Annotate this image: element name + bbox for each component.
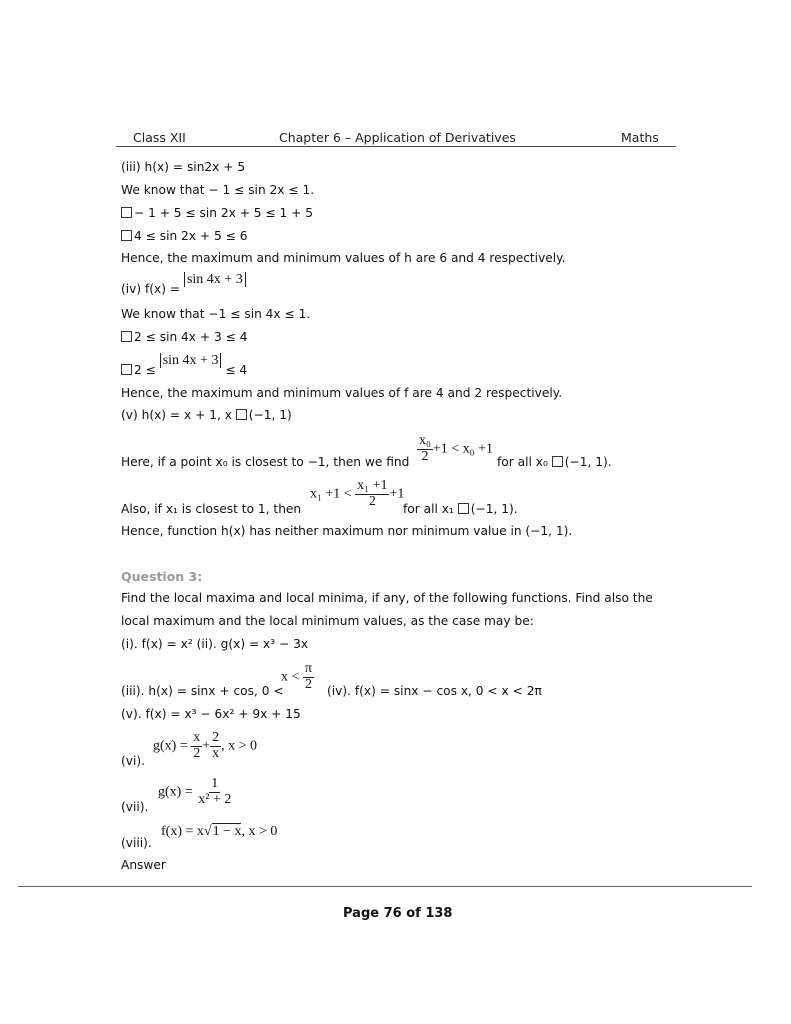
fraction-numerator: 1: [211, 776, 219, 791]
fraction-denominator: 2: [193, 745, 201, 761]
fraction-numerator: π: [304, 661, 312, 676]
fraction: [191, 731, 202, 761]
part-v-here-tail: [497, 455, 612, 470]
part-iv-lhs: f(x) =: [144, 282, 181, 296]
also-domain: (−1, 1).: [470, 502, 518, 516]
part-iv-function: [121, 272, 246, 297]
formula-lead: x₁ +1 <: [310, 486, 352, 502]
part-iii-conclusion: Hence, the maximum and minimum values of h are 6 and 4 respectively.: [121, 251, 566, 265]
part-v-function: [121, 408, 292, 423]
missing-glyph-box-icon: [552, 456, 563, 467]
part-iv-label: (iv): [121, 282, 142, 296]
plus-sign: +: [202, 738, 211, 754]
formula-tail: , x > 0: [241, 824, 278, 839]
fraction: [303, 662, 314, 692]
formula-lhs: g(x) =: [153, 738, 188, 754]
missing-glyph-box-icon: [121, 364, 132, 375]
part-v-func: h(x) = x + 1, x: [141, 408, 232, 422]
question-3-item-i-ii: (i). f(x) = x² (ii). g(x) = x³ − 3x: [121, 637, 309, 651]
part-v-here-formula: [417, 434, 493, 464]
missing-glyph-box-icon: [121, 331, 132, 342]
part-v-here-text: Here, if a point x₀ is closest to −1, then we find: [121, 455, 410, 469]
question-3-title: Question 3:: [121, 569, 203, 584]
part-iii-line2-text: − 1 + 5 ≤ sin 2x + 5 ≤ 1 + 5: [134, 206, 313, 220]
part-iii-line2: [121, 206, 313, 221]
fraction-denominator: 2: [368, 493, 376, 509]
square-root-radicand: 1 − x: [212, 824, 242, 839]
part-v-conclusion: Hence, function h(x) has neither maximum nor minimum value in (−1, 1).: [121, 524, 573, 538]
part-iv-line2-text: 2 ≤ sin 4x + 3 ≤ 4: [134, 330, 248, 344]
fraction-denominator: x² + 2: [198, 791, 232, 807]
here-tail-text: for all x₀: [497, 455, 548, 469]
part-iv-line1: We know that −1 ≤ sin 4x ≤ 1.: [121, 307, 311, 321]
missing-glyph-box-icon: [236, 409, 247, 420]
footer-rule: [18, 886, 752, 887]
header-chapter: Chapter 6 – Application of Derivatives: [279, 130, 516, 145]
part-v-also-tail: [403, 502, 518, 517]
header-class: Class XII: [133, 130, 186, 145]
fraction-numerator: x: [193, 730, 201, 745]
question-3-item-v: (v). f(x) = x³ − 6x² + 9x + 15: [121, 707, 301, 721]
fraction: [417, 434, 433, 464]
part-iii-function: [121, 160, 245, 175]
also-tail-text: for all x₁: [403, 502, 454, 516]
fraction-denominator: 2: [421, 448, 429, 464]
question-3-item-vii-formula: [158, 777, 233, 807]
part-iv-line3: [121, 353, 248, 378]
question-3-item-viii-label: (viii).: [121, 836, 152, 850]
header-subject: Maths: [621, 130, 659, 145]
question-3-item-vi-label: (vi).: [121, 754, 145, 768]
fraction: [196, 777, 233, 807]
part-iv-rhs: sin 4x + 3: [184, 272, 246, 287]
formula-rest: +1 < x₀ +1: [432, 441, 493, 457]
question-3-text-line2: local maximum and the local minimum values, as the case may be:: [121, 614, 534, 628]
formula-rest: +1: [389, 486, 405, 502]
part-v-label: (v): [121, 408, 138, 422]
fraction-numerator: x₀: [419, 433, 431, 448]
header-rule: [116, 146, 676, 147]
question-3-item-viii-formula: f(x) = x√1 − x, x > 0: [161, 824, 278, 839]
fraction: [355, 479, 389, 509]
fraction-numerator: x₁ +1: [357, 478, 388, 493]
formula-lhs: f(x) = x: [161, 824, 204, 839]
part-iv-conclusion: Hence, the maximum and minimum values of f are 4 and 2 respectively.: [121, 386, 563, 400]
question-3-item-iv: (iv). f(x) = sinx − cos x, 0 < x < 2π: [327, 684, 542, 698]
here-domain: (−1, 1).: [564, 455, 612, 469]
fraction-denominator: 2: [304, 676, 312, 692]
question-3-item-vi-formula: [153, 731, 257, 761]
part-iii-label: (iii): [121, 160, 141, 174]
part-v-also-formula: [310, 479, 404, 509]
question-3-item-vii-label: (vii).: [121, 800, 149, 814]
missing-glyph-box-icon: [121, 207, 132, 218]
page-number: Page 76 of 138: [343, 906, 453, 921]
part-v-also-text: Also, if x₁ is closest to 1, then: [121, 502, 302, 516]
fraction: [210, 731, 221, 761]
part-iv-line3-post: ≤ 4: [225, 363, 248, 377]
question-3-item-iii-pre: (iii). h(x) = sinx + cos, 0 <: [121, 684, 284, 698]
formula-tail: , x > 0: [221, 738, 258, 754]
question-3-text-line1: Find the local maxima and local minima, if any, of the following functions. Find also the: [121, 591, 653, 605]
part-iii-line1: We know that − 1 ≤ sin 2x ≤ 1.: [121, 183, 315, 197]
formula-lhs: g(x) =: [158, 784, 193, 800]
part-iii-line3-text: 4 ≤ sin 2x + 5 ≤ 6: [134, 229, 248, 243]
answer-label: Answer: [121, 858, 166, 872]
missing-glyph-box-icon: [121, 230, 132, 241]
part-iii-func: h(x) = sin2x + 5: [144, 160, 246, 174]
missing-glyph-box-icon: [458, 503, 469, 514]
fraction-denominator: x: [212, 745, 220, 761]
part-iii-line3: [121, 229, 247, 244]
fraction-numerator: 2: [212, 730, 220, 745]
part-iv-line2: [121, 330, 247, 345]
part-iv-line3-mid: sin 4x + 3: [160, 353, 222, 368]
formula-lead: x <: [281, 669, 300, 685]
question-3-item-iii-formula: [281, 662, 314, 692]
part-iv-line3-pre: 2 ≤: [134, 363, 156, 377]
part-v-domain: (−1, 1): [248, 408, 292, 422]
